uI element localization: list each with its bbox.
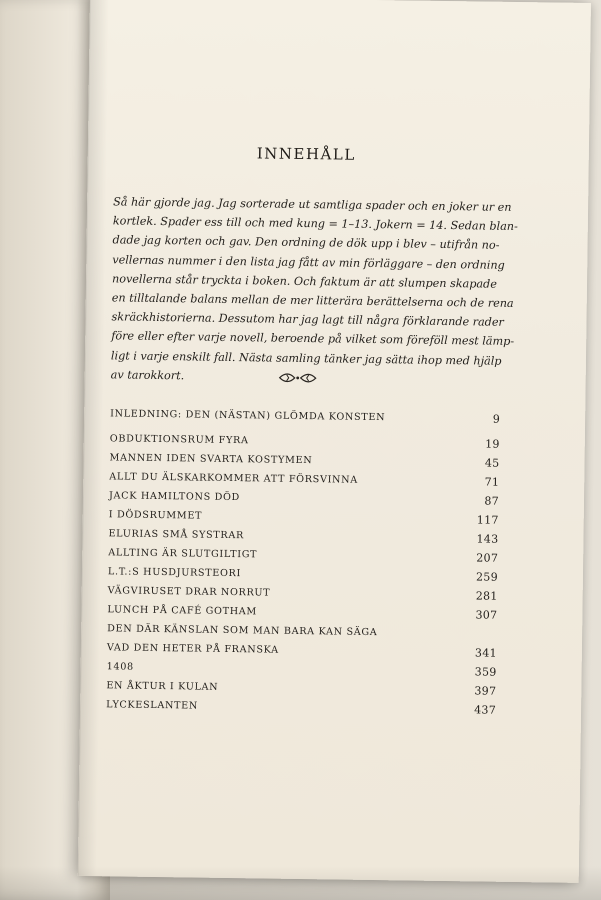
toc-title: L.T.:S HUSDJURSTEORI bbox=[107, 566, 242, 580]
toc-page-number: 207 bbox=[476, 551, 499, 565]
toc-title: DEN DÄR KÄNSLAN SOM MAN BARA KAN SÄGA VAD DEN HETER PÅ FRANSKA bbox=[106, 623, 378, 656]
intro-paragraph: Så här gjorde jag. Jag sorterade ut samtliga spader och en joker ur en kortlek. Spader ess till och med kung = 1–13. Jokern = 14. Sedan blan- dade jag korten och gav. Den ordning de dök upp i blev – utifrån no- vellernas nummer i den lista jag fått av min förläggare – den ordning novellerna står tryckta i boken. Och faktum är att slumpen skapade en tilltalande balans mellan de mer litterära berättelserna och de rena skräckhistorierna. Dessutom har jag lagt till några förklarande rader före eller efter varje novell, beroende på vilket som föreföll mest lämp- ligt i varje enskilt fall. Nästa samling tänker jag sätta ihop med hjälp av tarokkort. bbox=[110, 195, 518, 383]
toc-title: ELURIAS SMÅ SYSTRAR bbox=[108, 528, 244, 542]
toc-row bbox=[106, 695, 496, 719]
toc-title: LYCKESLANTEN bbox=[106, 699, 199, 712]
toc-page-number: 87 bbox=[484, 494, 500, 508]
toc-row bbox=[110, 404, 500, 428]
toc-page-number: 437 bbox=[474, 703, 497, 717]
ornament-icon bbox=[278, 371, 318, 386]
toc-page-number: 259 bbox=[475, 570, 499, 584]
toc-page-number: 307 bbox=[475, 608, 498, 622]
toc-title: OBDUKTIONSRUM FYRA bbox=[109, 433, 249, 447]
toc-page-number: 117 bbox=[476, 513, 499, 527]
toc-title: EN ÅKTUR I KULAN bbox=[106, 680, 219, 693]
toc-title: ALLT DU ÄLSKARKOMMER ATT FÖRSVINNA bbox=[109, 471, 358, 486]
toc-page-number: 359 bbox=[474, 665, 497, 679]
toc-title: LUNCH PÅ CAFÉ GOTHAM bbox=[107, 604, 258, 618]
toc-page-number: 9 bbox=[492, 412, 501, 426]
bottom-shadow bbox=[0, 866, 601, 900]
toc-title: ALLTING ÄR SLUTGILTIGT bbox=[108, 547, 258, 561]
toc-page-number: 19 bbox=[485, 437, 500, 451]
toc-title: I DÖDSRUMMET bbox=[108, 509, 203, 522]
toc-row bbox=[107, 619, 497, 662]
page-title: INNEHÅLL bbox=[256, 144, 356, 164]
toc-title: VÄGVIRUSET DRAR NORRUT bbox=[107, 585, 271, 599]
toc-page-number: 45 bbox=[484, 456, 500, 470]
toc-page-number: 397 bbox=[474, 684, 497, 698]
toc-page-number: 143 bbox=[476, 532, 499, 546]
book-page bbox=[78, 0, 591, 883]
toc-page-number: 281 bbox=[475, 589, 498, 603]
toc-title: MANNEN IDEN SVARTA KOSTYMEN bbox=[109, 452, 313, 467]
toc-title: 1408 bbox=[106, 661, 134, 673]
table-of-contents bbox=[106, 404, 500, 719]
toc-page-number: 71 bbox=[484, 475, 500, 489]
toc-title: INLEDNING: DEN (NÄSTAN) GLÖMDA KONSTEN bbox=[110, 408, 386, 424]
toc-page-number: 341 bbox=[474, 646, 497, 660]
toc-title: JACK HAMILTONS DÖD bbox=[108, 490, 241, 504]
